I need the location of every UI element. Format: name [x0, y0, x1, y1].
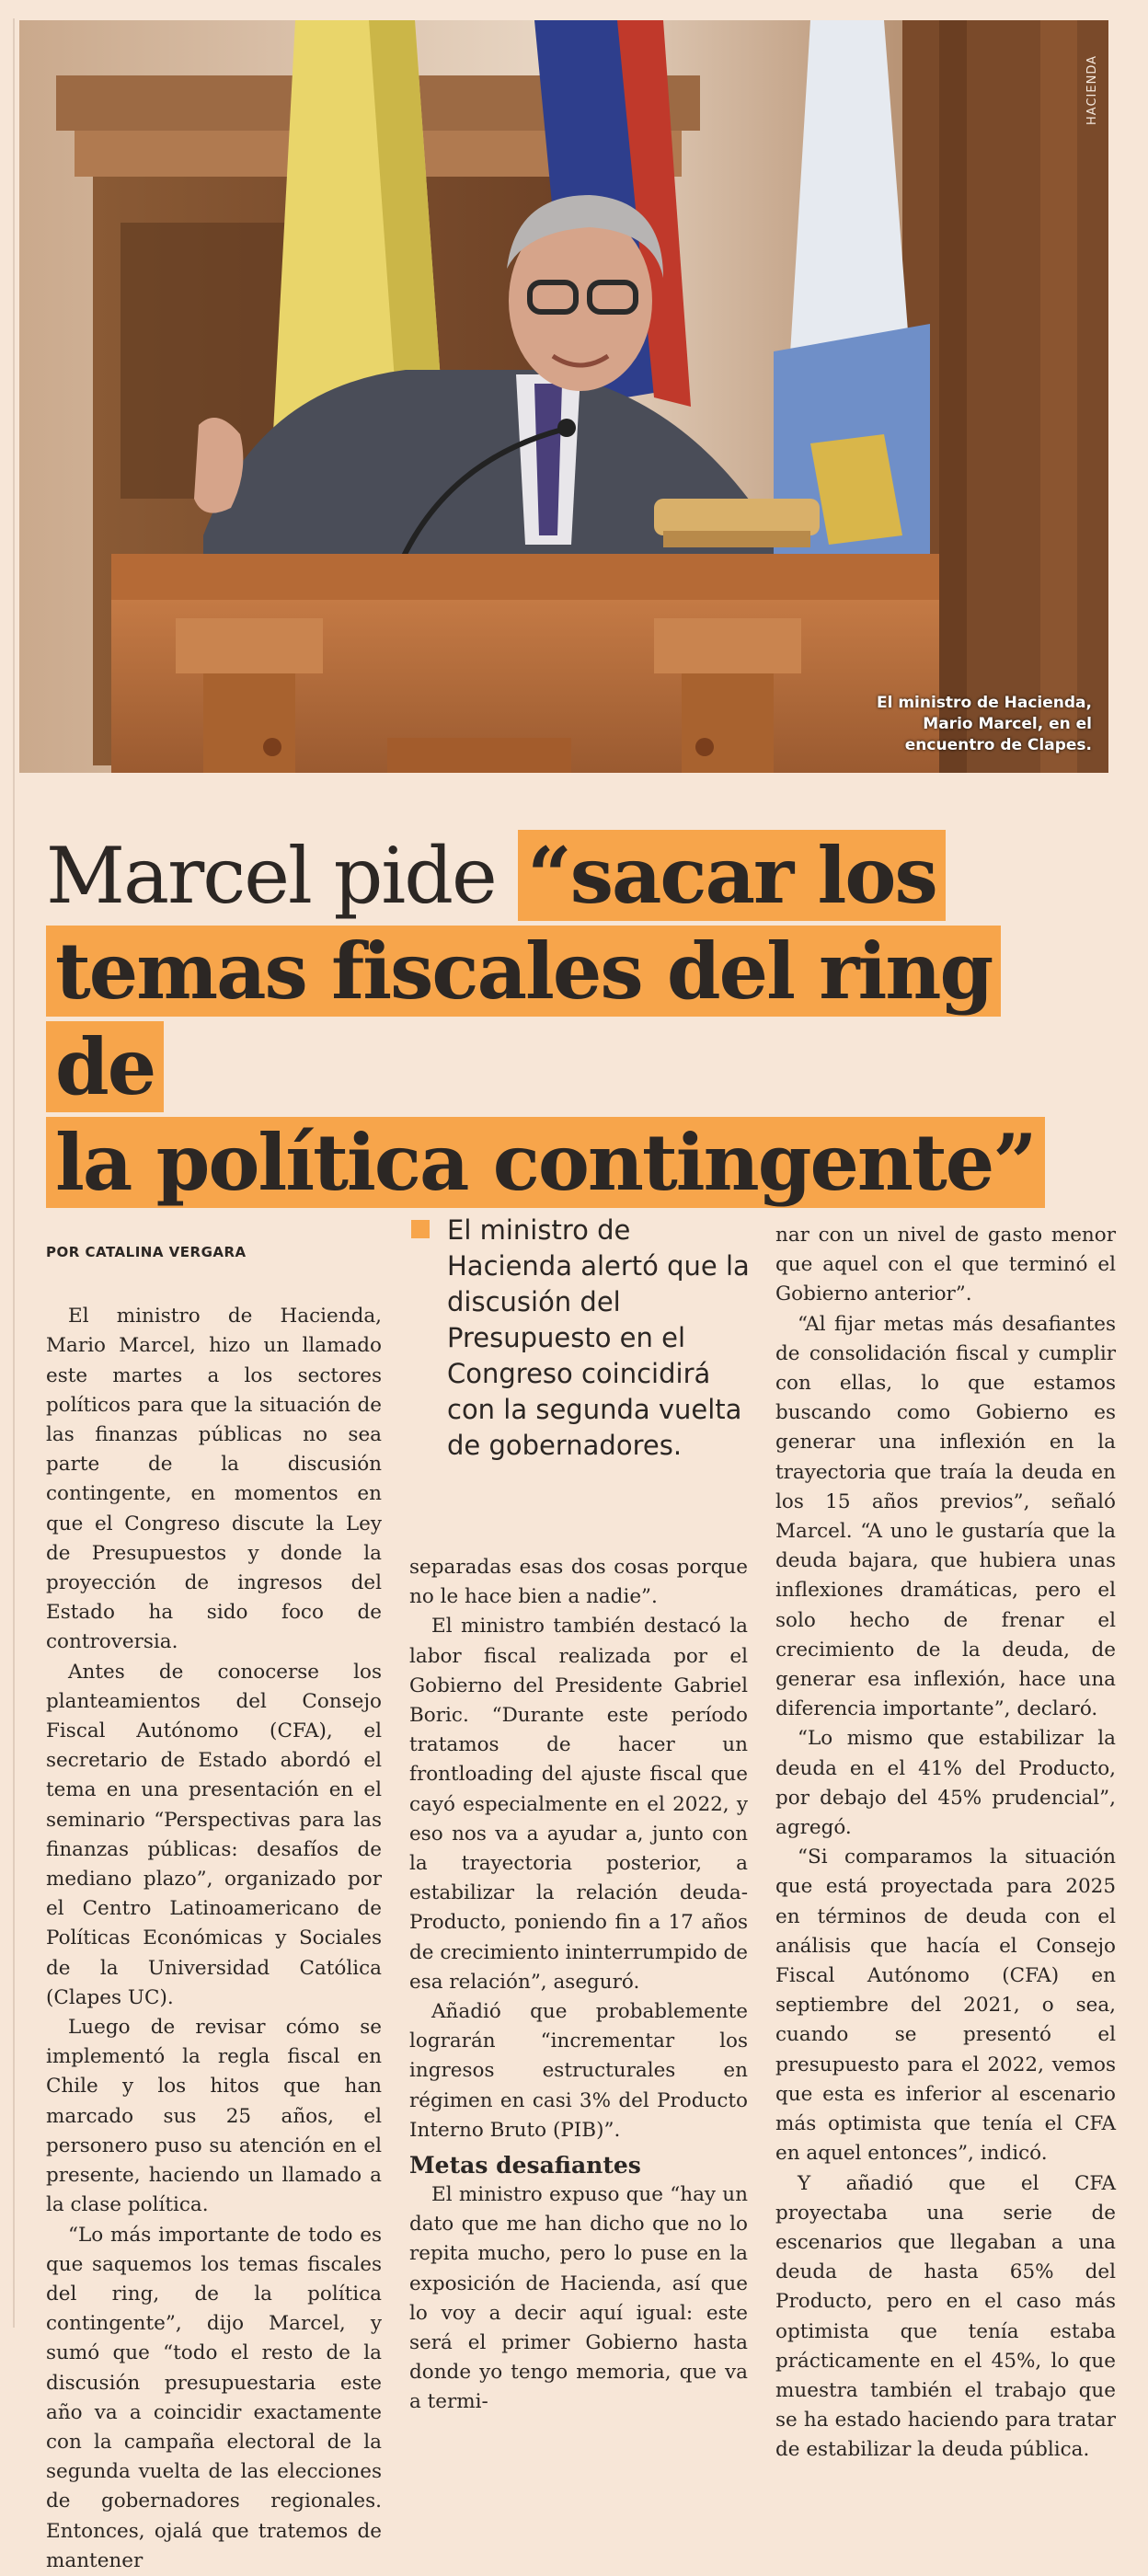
pull-quote-bullet — [411, 1220, 430, 1238]
page-margin-rule — [13, 18, 15, 2328]
minister-at-podium-illustration — [19, 20, 1108, 773]
caption-line: Mario Marcel, en el — [923, 715, 1092, 733]
body-paragraph: El ministro expuso que “hay un dato que me han dicho que no lo repita mucho, pero lo puse en la exposición de Hacienda, así que lo voy a decir aquí igual: este será el primer Gobierno hasta donde yo tengo memoria, que va a termi- — [409, 2183, 748, 2414]
article-column-3 — [775, 1221, 1116, 2466]
byline: POR CATALINA VERGARA — [46, 1244, 247, 1260]
article-column-1 — [46, 1237, 382, 2576]
article-column-2 — [409, 1553, 748, 2418]
body-paragraph: “Lo mismo que estabilizar la deuda en el 41% del Producto, por debajo del 45% prudencial”, agregó. — [775, 1727, 1116, 1840]
body-paragraph: Antes de conocerse los planteamientos del Consejo Fiscal Autónomo (CFA), el secretario de Estado abordó el tema en una presentación en el seminario “Perspectivas para las finanzas públicas: desafíos de mediano plazo”, organizado por el Centro Latinoamericano de Políticas Económicas y Sociales de la Universidad Católica (Clapes UC). — [46, 1660, 382, 2009]
body-paragraph: El ministro de Hacienda, Mario Marcel, hizo un llamado este martes a los sectores políticos para que la situación de las finanzas públicas no sea parte de la discusión contingente, en momentos en que el Congreso discute la Ley de Presupuestos y donde la proyección de ingresos del Estado ha sido foco de controversia. — [46, 1305, 382, 1654]
body-paragraph: Luego de revisar cómo se implementó la regla fiscal en Chile y los hitos que han marcado sus 25 años, el personero puso su atención en el presente, haciendo un llamado a la clase política. — [46, 2016, 382, 2217]
headline-plain: Marcel pide — [46, 831, 519, 921]
photo-credit: HACIENDA — [1085, 55, 1099, 125]
body-paragraph: separadas esas dos cosas porque no le hace bien a nadie”. — [409, 1556, 748, 1609]
body-paragraph: El ministro también destacó la labor fiscal realizada por el Gobierno del Presidente Gabriel Boric. “Durante este período tratamos de hacer un frontloading del ajuste fiscal que cayó especialmente en el 2022, y eso nos va a ayudar a, junto con la trayectoria posterior, a estabilizar la relación deuda-Producto, poniendo fin a 17 años de crecimiento ininterrumpido de esa relación”, aseguró. — [409, 1615, 748, 1994]
body-paragraph: “Si comparamos la situación que está proyectada para 2025 en términos de deuda con el análisis que hacía el Consejo Fiscal Autónomo (CFA) en septiembre del 2021, o sea, cuando se presentó el presupuesto para el 2022, vemos que esta es inferior al escenario más optimista que tenía el CFA en aquel entonces”, indicó. — [775, 1846, 1116, 2166]
headline-highlight-line: la política contingente” — [46, 1117, 1045, 1208]
pull-quote — [409, 1213, 748, 1544]
headline-highlight-line: “sacar los — [518, 830, 945, 921]
pull-quote-text: El ministro de Hacienda alertó que la discusión del Presupuesto en el Congreso coincidirá con la segunda vuelta de gobernadores. — [447, 1214, 750, 1461]
article-headline — [46, 828, 1113, 1211]
photo-caption — [877, 693, 1092, 756]
body-paragraph: nar con un nivel de gasto menor que aquel con el que terminó el Gobierno anterior”. — [775, 1224, 1116, 1306]
body-paragraph: “Lo más importante de todo es que saquemos los temas fiscales del ring, de la política contingente”, dijo Marcel, y sumó que “todo el resto de la discusión presupuestaria este año va a coincidir exactamente con la campaña electoral de la segunda vuelta de las elecciones de gobernadores regionales. Entonces, ojalá que tratemos de mantener — [46, 2223, 382, 2572]
caption-line: encuentro de Clapes. — [904, 736, 1092, 754]
article-photo — [19, 20, 1108, 773]
body-paragraph: “Al fijar metas más desafiantes de consolidación fiscal y cumplir con ellas, lo que estamos buscando como Gobierno es generar una inflexión en la trayectoria que traía la deuda en los 15 años previos”, señaló Marcel. “A uno le gustaría que la deuda bajara, que hubiera unas inflexiones dramáticas, pero el solo hecho de frenar el crecimiento de la deuda, de generar esa inflexión, hace una diferencia importante”, declaró. — [775, 1312, 1116, 1721]
body-paragraph: Y añadió que el CFA proyectaba una serie de escenarios que llegaban a una deuda de hasta 65% del Producto, pero en el caso más optimista que tenía estaba prácticamente en el 45%, lo que muestra también el trabajo que se ha estado haciendo para tratar de estabilizar la deuda pública. — [775, 2171, 1116, 2462]
headline-highlight-line: temas fiscales del ring de — [46, 926, 1001, 1112]
body-paragraph: Añadió que probablemente lograrán “incrementar los ingresos estructurales en régimen en casi 3% del Producto Interno Bruto (PIB)”. — [409, 2000, 748, 2142]
caption-line: El ministro de Hacienda, — [876, 694, 1092, 712]
section-subhead: Metas desafiantes — [409, 2152, 641, 2179]
